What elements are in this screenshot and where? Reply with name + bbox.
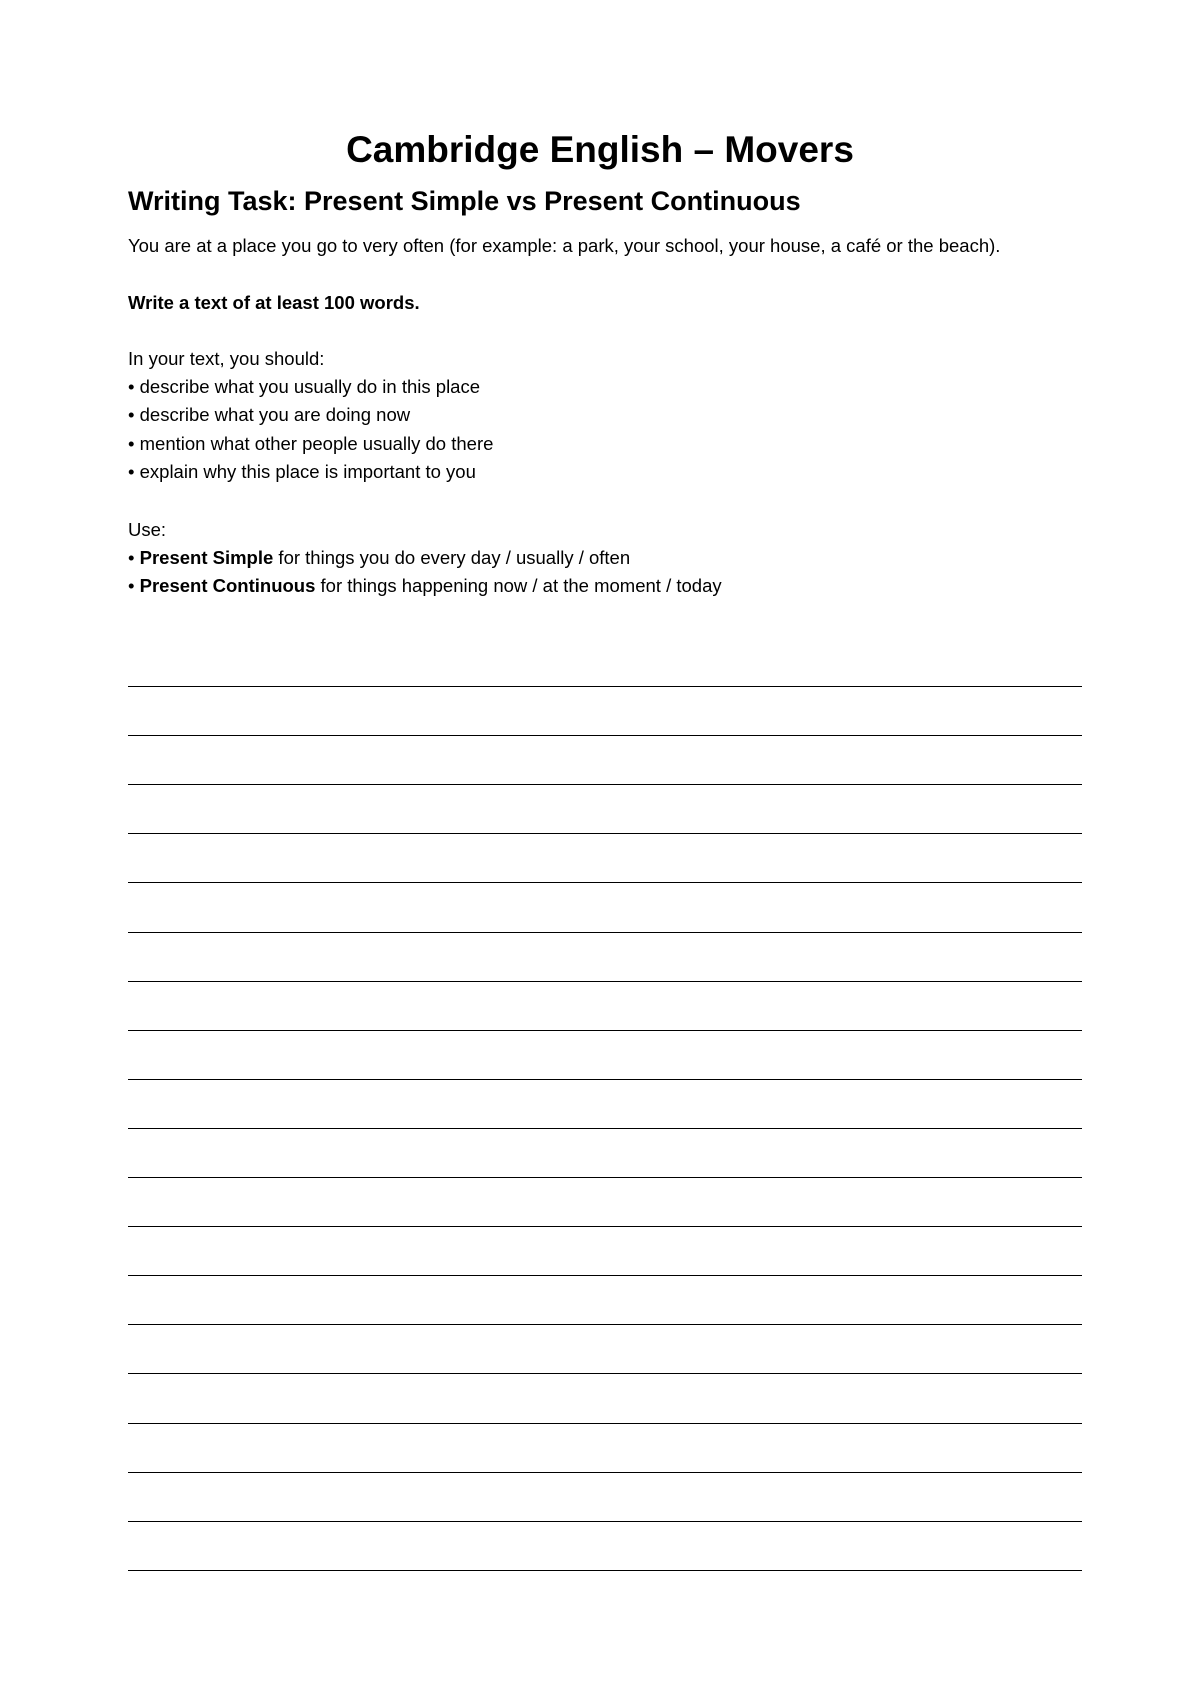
writing-line [128,1570,1082,1571]
bullet: • [128,547,140,568]
instructions-label: In your text, you should: [128,348,325,369]
writing-line [128,833,1082,834]
writing-task-heading: Writing Task: Present Simple vs Present Continuous [128,186,801,216]
instructions-list [128,373,493,486]
writing-line [128,1472,1082,1473]
writing-line [128,1128,1082,1129]
tense-usage-item [128,572,722,600]
tense-usage-item [128,544,722,572]
task-intro: You are at a place you go to very often (for example: a park, your school, your house, a café or the beach). [128,235,1001,256]
writing-line [128,1226,1082,1227]
writing-line [128,1079,1082,1080]
word-count-requirement: Write a text of at least 100 words. [128,292,420,313]
worksheet-title: Cambridge English – Movers [346,129,854,170]
writing-line [128,1324,1082,1325]
instruction-item: • describe what you are doing now [128,404,411,426]
writing-line [128,784,1082,785]
bullet: • [128,575,140,597]
instruction-item: • explain why this place is important to you [128,460,476,482]
use-label: Use: [128,519,167,540]
writing-line [128,1373,1082,1374]
writing-line [128,981,1082,982]
writing-line [128,882,1082,883]
writing-line [128,1275,1082,1276]
writing-line [128,1521,1082,1522]
writing-line [128,932,1082,933]
writing-line [128,1423,1082,1424]
tense-name: Present Continuous [139,575,316,597]
tense-usage-list [128,544,722,601]
writing-line [128,686,1082,687]
instruction-item: • describe what you usually do in this place [128,376,481,397]
tense-description: for things happening now / at the moment / today [315,575,722,597]
writing-line [128,1030,1082,1031]
tense-description: for things you do every day / usually / often [273,547,631,568]
writing-line [128,1177,1082,1178]
tense-name: Present Simple [139,547,274,568]
writing-line [128,735,1082,736]
instruction-item: • mention what other people usually do there [128,432,494,454]
